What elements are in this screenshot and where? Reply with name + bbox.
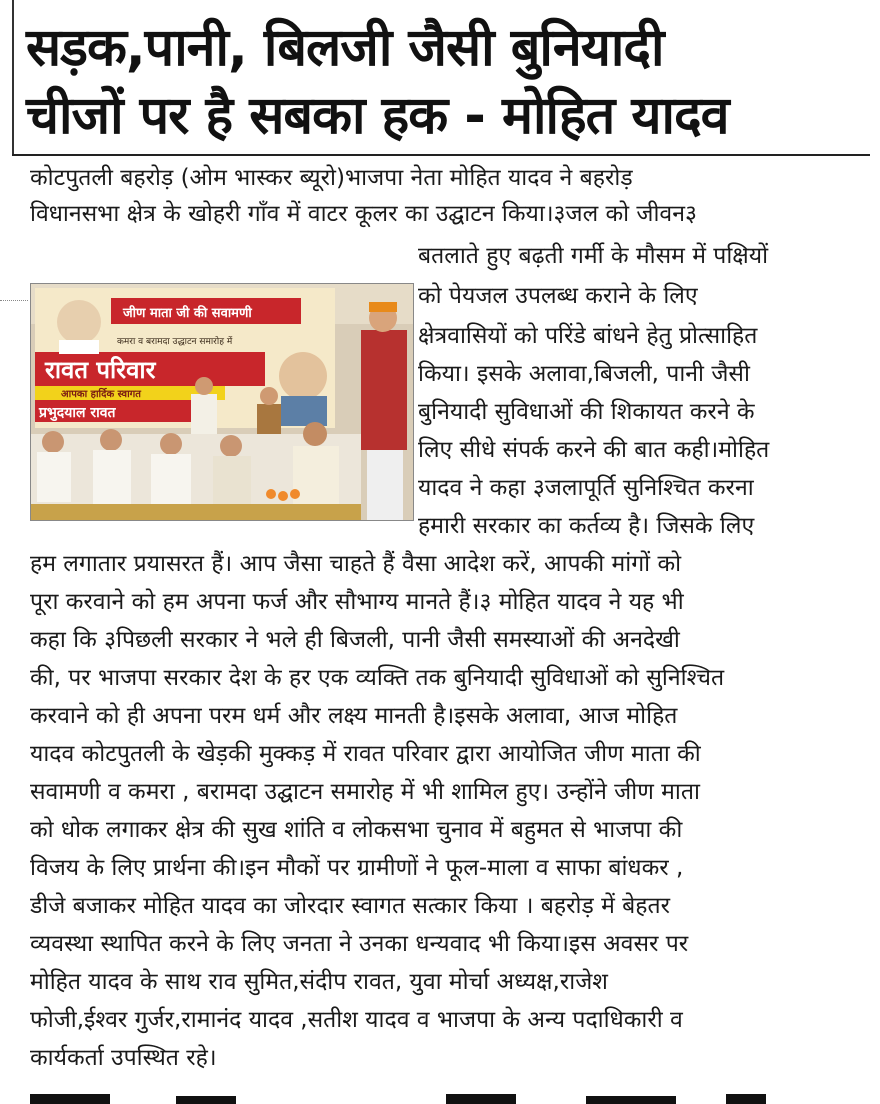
next-headline-fragment [26, 1088, 866, 1104]
article-line: की, पर भाजपा सरकार देश के हर एक व्यक्ति तक बुनियादी सुविधाओं को सुनिश्चित [30, 665, 725, 691]
article-line: हमारी सरकार का कर्तव्य है। जिसके लिए [418, 513, 755, 539]
article-line: कोटपुतली बहरोड़ (ओम भास्कर ब्यूरो)भाजपा नेता मोहित यादव ने बहरोड़ [30, 165, 633, 191]
column-rule-left [12, 0, 14, 154]
article-line: किया। इसके अलावा,बिजली, पानी जैसी [418, 361, 750, 387]
article-line: क्षेत्रवासियों को परिंडे बांधने हेतु प्रोत्साहित [418, 323, 758, 349]
speaker-figure [361, 330, 407, 450]
article-line: यादव कोटपुतली के खेड़की मुक्कड़ में रावत परिवार द्वारा आयोजित जीण माता की [30, 741, 701, 767]
article-line: कार्यकर्ता उपस्थित रहे। [30, 1045, 217, 1071]
headline-line-1: सड़क,पानी, बिलजी जैसी बुनियादी [26, 18, 664, 78]
article-line: करवाने को ही अपना परम धर्म और लक्ष्य मानती है।इसके अलावा, आज मोहित [30, 703, 678, 729]
article-line: फोजी,ईश्वर गुर्जर,रामानंद यादव ,सतीश यादव व भाजपा के अन्य पदाधिकारी व [30, 1007, 683, 1033]
article-line: सवामणी व कमरा , बरामदा उद्घाटन समारोह में भी शामिल हुए। उन्होंने जीण माता [30, 779, 700, 805]
article-line: विधानसभा क्षेत्र के खोहरी गाँव में वाटर कूलर का उद्घाटन किया।३जल को जीवन३ [30, 201, 697, 227]
banner-portrait-right [279, 352, 327, 400]
article-line: विजय के लिए प्रार्थना की।इन मौकों पर ग्रामीणों ने फूल-माला व साफा बांधकर , [30, 855, 684, 881]
article-line: पूरा करवाने को हम अपना फर्ज और सौभाग्य मानते हैं।३ मोहित यादव ने यह भी [30, 589, 684, 615]
article-line: व्यवस्था स्थापित करने के लिए जनता ने उनका धन्यवाद भी किया।इस अवसर पर [30, 931, 689, 957]
banner-family-name: रावत परिवार [45, 356, 156, 384]
headline [26, 14, 866, 150]
margin-dotted-line [0, 300, 28, 301]
banner-welcome: आपका हार्दिक स्वागत [61, 389, 141, 400]
article-line: यादव ने कहा ३जलापूर्ति सुनिश्चित करना [418, 475, 754, 501]
article-line: बुनियादी सुविधाओं की शिकायत करने के [418, 399, 755, 425]
article-line: को पेयजल उपलब्ध कराने के लिए [418, 283, 698, 309]
headline-rule [12, 154, 870, 156]
article-line: डीजे बजाकर मोहित यादव का जोरदार स्वागत सत्कार किया । बहरोड़ में बेहतर [30, 893, 671, 919]
news-photo-scene [31, 284, 413, 520]
banner-portrait-left [57, 300, 101, 344]
article-line: हम लगातार प्रयासरत हैं। आप जैसा चाहते हैं वैसा आदेश करें, आपकी मांगों को [30, 551, 682, 577]
article-line: बतलाते हुए बढ़ती गर्मी के मौसम में पक्षियों [418, 243, 769, 269]
banner-title: जीण माता जी की सवामणी [123, 306, 252, 321]
banner-name-plate: प्रभुदयाल रावत [39, 405, 116, 421]
news-photo [30, 283, 414, 521]
article-line: को धोक लगाकर क्षेत्र की सुख शांति व लोकसभा चुनाव में बहुमत से भाजपा की [30, 817, 683, 843]
banner-subtitle: कमरा व बरामदा उद्धाटन समारोह में [117, 337, 233, 347]
article-line: लिए सीधे संपर्क करने की बात कही।मोहित [418, 437, 770, 463]
article-line: मोहित यादव के साथ राव सुमित,संदीप रावत, युवा मोर्चा अध्यक्ष,राजेश [30, 969, 608, 995]
article-line: कहा कि ३पिछली सरकार ने भले ही बिजली, पानी जैसी समस्याओं की अनदेखी [30, 627, 680, 653]
headline-line-2: चीजों पर है सबका हक - मोहित यादव [26, 86, 729, 146]
